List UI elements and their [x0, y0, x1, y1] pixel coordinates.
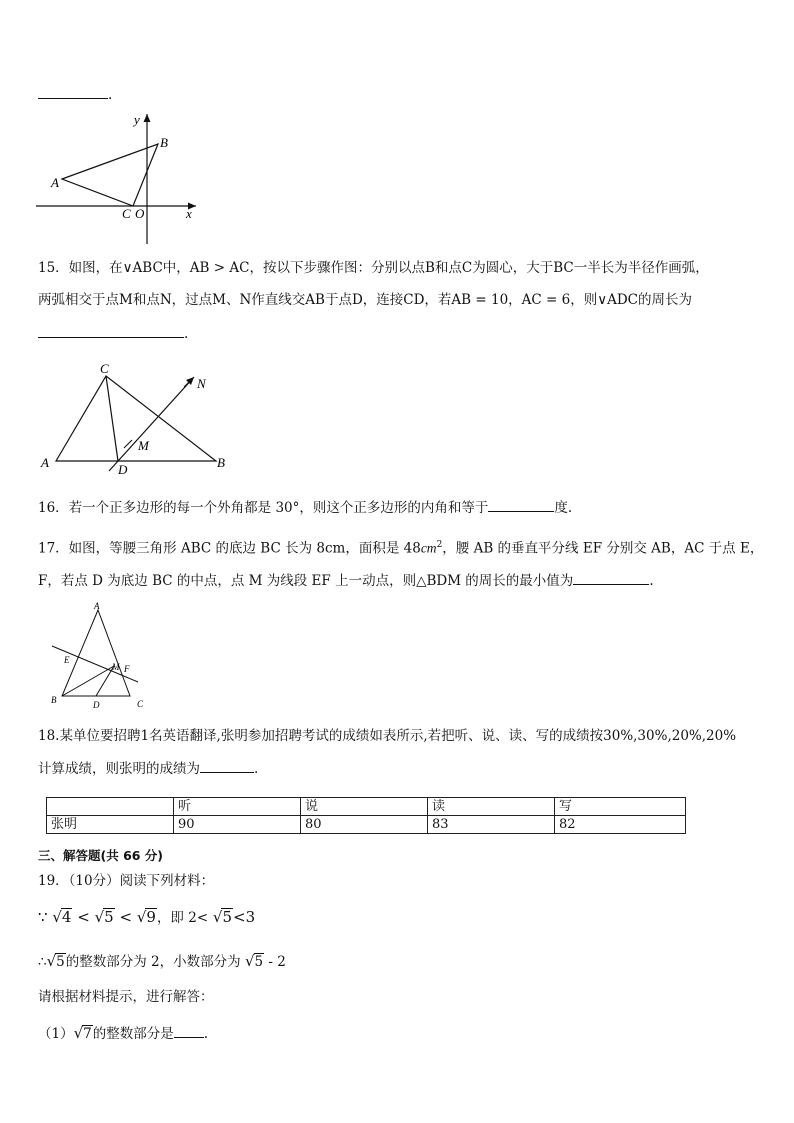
triangle-abc: [56, 376, 216, 461]
q18-line1: 18.某单位要招聘1名英语翻译,张明参加招聘考试的成绩如表所示,若把听、说、读、写的成绩按30%,30%,20%,20%: [38, 728, 737, 744]
segment-bm: [62, 666, 114, 696]
segment-cd: [106, 376, 118, 461]
q15-figure: [36, 360, 236, 480]
q14-figure: [36, 110, 206, 248]
score-table: [46, 797, 686, 834]
label-e: E: [64, 655, 70, 665]
label-a: A: [51, 175, 59, 190]
label-c: C: [100, 361, 109, 376]
label-d: D: [93, 700, 100, 710]
unit-cm: cm: [420, 540, 437, 556]
label-a: A: [94, 601, 100, 611]
q15-line1: 15．如图，在∨ABC中，AB > AC，按以下步骤作图：分别以点B和点C为圆心，大于BC一半长为半径作画弧，: [38, 260, 709, 276]
answer-blank: [174, 1023, 204, 1038]
label-b: B: [217, 455, 225, 470]
label-n: N: [197, 376, 206, 391]
answer-blank: [573, 570, 649, 585]
label-c: C: [137, 699, 144, 709]
table-header-cell: 说: [301, 798, 428, 816]
q15-line2: 两弧相交于点M和点N，过点M、N作直线交AB于点D，连接CD，若AB = 10，AC = 6，则∨ADC的周长为: [38, 292, 693, 308]
label-d: D: [118, 462, 128, 477]
label-b: B: [51, 695, 57, 705]
table-header-cell: 听: [174, 798, 301, 816]
label-f: F: [124, 664, 130, 674]
q19-part1: （1）√7的整数部分是 .: [38, 1024, 209, 1042]
answer-blank: [488, 497, 554, 512]
table-header-cell: 写: [555, 798, 686, 816]
q19-prompt: 请根据材料提示，进行解答：: [38, 989, 214, 1005]
triangle-abc: [62, 144, 158, 206]
label-o: O: [135, 206, 145, 221]
table-cell: 83: [428, 816, 555, 834]
table-header-row: [47, 798, 686, 816]
answer-blank: [38, 84, 108, 99]
table-cell: 82: [555, 816, 686, 834]
q17-line1: 17．如图，等腰三角形 ABC 的底边 BC 长为 8cm，面积是 $48cm^2$，腰 AB 的垂直平分线 EF 分别交 AB，AC 于点 E，: [38, 540, 764, 557]
table-header-cell: 读: [428, 798, 555, 816]
label-m: M: [112, 662, 120, 672]
y-axis-arrow: [144, 114, 151, 122]
x-label: x: [186, 206, 192, 221]
table-cell: 张明: [47, 816, 174, 834]
label-b: B: [160, 135, 168, 150]
q19-intro: 19．（10分）阅读下列材料：: [38, 873, 215, 889]
table-header-cell: [47, 798, 174, 816]
q19-conclusion: ∴√5的整数部分为 2，小数部分为 √5 - 2: [38, 952, 286, 970]
q16-line: 16．若一个正多边形的每一个外角都是 30°，则这个正多边形的内角和等于 度.: [38, 497, 572, 518]
q17-line2: F，若点 D 为底边 BC 的中点，点 M 为线段 EF 上一动点，则△BDM 的周长的最小值为 .: [38, 570, 654, 591]
table-cell: 80: [301, 816, 428, 834]
table-cell: 90: [174, 816, 301, 834]
section-heading: 三、解答题(共 66 分): [38, 848, 164, 863]
answer-blank: [38, 323, 184, 338]
perpendicular-bisector: [109, 377, 194, 471]
triangle-abc: [62, 610, 130, 696]
answer-blank: [200, 758, 254, 773]
table-row: [47, 816, 686, 834]
q18-line2: 计算成绩，则张明的成绩为 .: [38, 758, 258, 779]
label-m: M: [138, 438, 149, 453]
label-a: A: [41, 455, 49, 470]
q15-answer-line: .: [38, 323, 188, 344]
label-c: C: [122, 206, 131, 221]
y-label: y: [134, 112, 140, 127]
q17-figure: [46, 600, 166, 712]
q19-inequality: ∵ √4 < √5 < √9，即 2< √5<3: [38, 908, 256, 926]
q14-answer-line: .: [38, 84, 112, 105]
